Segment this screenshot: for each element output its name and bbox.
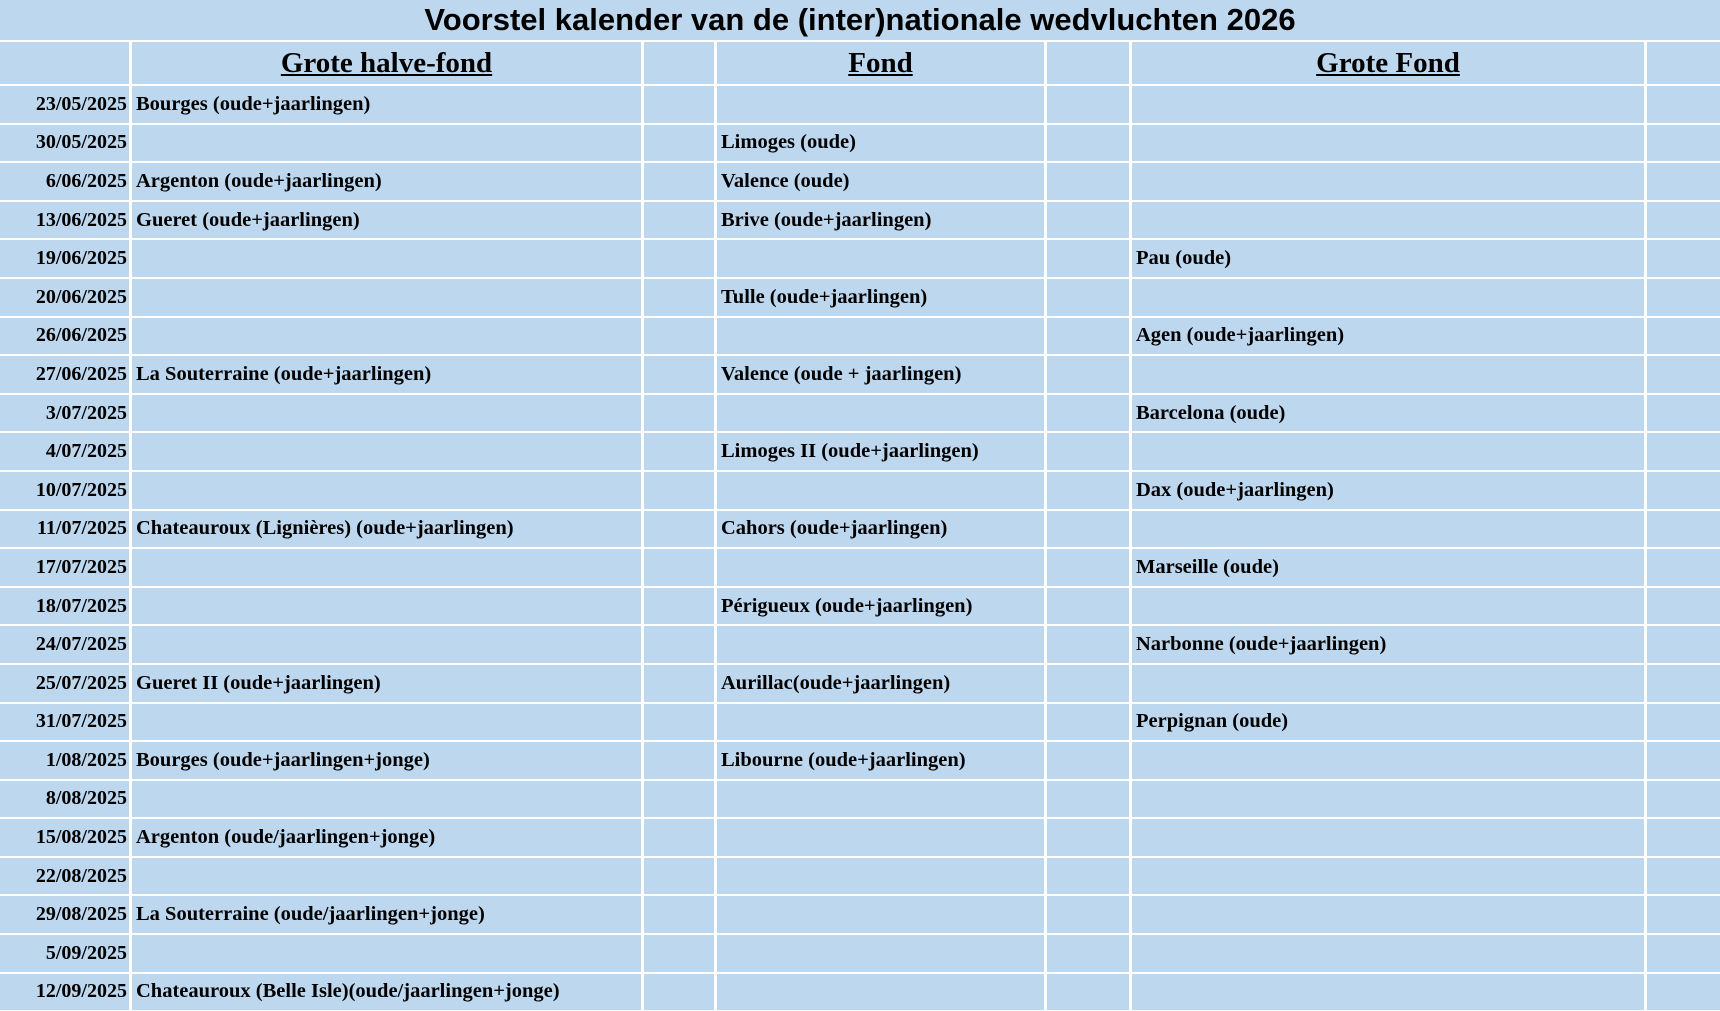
spacer-cell <box>1647 240 1720 277</box>
date-cell: 8/08/2025 <box>0 781 129 818</box>
date-cell: 25/07/2025 <box>0 665 129 702</box>
grote-halve-fond-cell <box>132 395 641 432</box>
fond-cell <box>717 472 1044 509</box>
spacer-cell <box>1647 125 1720 162</box>
grote-fond-cell: Agen (oude+jaarlingen) <box>1132 318 1644 355</box>
fond-cell <box>717 240 1044 277</box>
grote-fond-cell <box>1132 125 1644 162</box>
spacer-cell <box>644 86 714 123</box>
header-spacer <box>644 42 714 84</box>
spacer-cell <box>1647 858 1720 895</box>
spacer-cell <box>1047 858 1129 895</box>
spacer-cell <box>1647 781 1720 818</box>
spacer-cell <box>644 896 714 933</box>
race-calendar-table <box>0 42 1720 1010</box>
spacer-cell <box>1647 433 1720 470</box>
spacer-cell <box>644 781 714 818</box>
grote-fond-cell <box>1132 974 1644 1011</box>
spacer-cell <box>1647 626 1720 663</box>
spacer-cell <box>1047 240 1129 277</box>
grote-fond-cell <box>1132 202 1644 239</box>
spacer-cell <box>1647 935 1720 972</box>
grote-halve-fond-cell <box>132 472 641 509</box>
grote-halve-fond-cell <box>132 781 641 818</box>
spacer-cell <box>1047 549 1129 586</box>
grote-fond-cell: Marseille (oude) <box>1132 549 1644 586</box>
grote-halve-fond-cell: Gueret (oude+jaarlingen) <box>132 202 641 239</box>
spacer-cell <box>644 433 714 470</box>
grote-fond-cell: Perpignan (oude) <box>1132 704 1644 741</box>
grote-halve-fond-cell <box>132 626 641 663</box>
spacer-cell <box>1047 935 1129 972</box>
date-cell: 26/06/2025 <box>0 318 129 355</box>
grote-fond-cell <box>1132 588 1644 625</box>
fond-cell: Aurillac(oude+jaarlingen) <box>717 665 1044 702</box>
spacer-cell <box>644 626 714 663</box>
fond-cell <box>717 896 1044 933</box>
fond-cell: Cahors (oude+jaarlingen) <box>717 511 1044 548</box>
spacer-cell <box>644 202 714 239</box>
date-cell: 24/07/2025 <box>0 626 129 663</box>
spacer-cell <box>1047 665 1129 702</box>
spacer-cell <box>1647 742 1720 779</box>
date-cell: 31/07/2025 <box>0 704 129 741</box>
date-cell: 1/08/2025 <box>0 742 129 779</box>
date-cell: 19/06/2025 <box>0 240 129 277</box>
header-fond: Fond <box>717 42 1044 84</box>
grote-halve-fond-cell: Bourges (oude+jaarlingen) <box>132 86 641 123</box>
spacer-cell <box>1047 781 1129 818</box>
date-cell: 3/07/2025 <box>0 395 129 432</box>
fond-cell: Valence (oude + jaarlingen) <box>717 356 1044 393</box>
date-cell: 11/07/2025 <box>0 511 129 548</box>
grote-halve-fond-cell <box>132 279 641 316</box>
date-cell: 22/08/2025 <box>0 858 129 895</box>
spacer-cell <box>644 240 714 277</box>
fond-cell: Limoges (oude) <box>717 125 1044 162</box>
fond-cell <box>717 395 1044 432</box>
fond-cell: Valence (oude) <box>717 163 1044 200</box>
spacer-cell <box>644 163 714 200</box>
spacer-cell <box>644 974 714 1011</box>
spacer-cell <box>1647 395 1720 432</box>
spacer-cell <box>644 125 714 162</box>
spacer-cell <box>1047 163 1129 200</box>
grote-fond-cell <box>1132 781 1644 818</box>
fond-cell: Tulle (oude+jaarlingen) <box>717 279 1044 316</box>
spacer-cell <box>1647 472 1720 509</box>
fond-cell: Limoges II (oude+jaarlingen) <box>717 433 1044 470</box>
spacer-cell <box>1047 974 1129 1011</box>
spacer-cell <box>1047 125 1129 162</box>
date-cell: 15/08/2025 <box>0 819 129 856</box>
spacer-cell <box>1047 511 1129 548</box>
grote-halve-fond-cell <box>132 549 641 586</box>
spacer-cell <box>644 549 714 586</box>
header-spacer <box>1047 42 1129 84</box>
date-cell: 29/08/2025 <box>0 896 129 933</box>
date-cell: 30/05/2025 <box>0 125 129 162</box>
spacer-cell <box>1047 896 1129 933</box>
spacer-cell <box>1647 819 1720 856</box>
grote-fond-cell <box>1132 433 1644 470</box>
grote-halve-fond-cell <box>132 433 641 470</box>
fond-cell <box>717 935 1044 972</box>
grote-fond-cell <box>1132 279 1644 316</box>
page-title: Voorstel kalender van de (inter)nationale wedvluchten 2026 <box>0 0 1720 40</box>
spacer-cell <box>644 356 714 393</box>
header-date <box>0 42 129 84</box>
header-grote-fond: Grote Fond <box>1132 42 1644 84</box>
grote-fond-cell: Pau (oude) <box>1132 240 1644 277</box>
spacer-cell <box>1047 588 1129 625</box>
grote-halve-fond-cell: Bourges (oude+jaarlingen+jonge) <box>132 742 641 779</box>
grote-halve-fond-cell <box>132 858 641 895</box>
grote-fond-cell <box>1132 665 1644 702</box>
spacer-cell <box>1047 356 1129 393</box>
grote-fond-cell <box>1132 86 1644 123</box>
spacer-cell <box>1647 86 1720 123</box>
spacer-cell <box>1647 665 1720 702</box>
grote-fond-cell <box>1132 356 1644 393</box>
date-cell: 20/06/2025 <box>0 279 129 316</box>
fond-cell: Périgueux (oude+jaarlingen) <box>717 588 1044 625</box>
grote-fond-cell <box>1132 896 1644 933</box>
spacer-cell <box>1047 819 1129 856</box>
spacer-cell <box>644 665 714 702</box>
spacer-cell <box>1647 511 1720 548</box>
fond-cell: Brive (oude+jaarlingen) <box>717 202 1044 239</box>
spacer-cell <box>1047 626 1129 663</box>
spacer-cell <box>644 742 714 779</box>
spacer-cell <box>1047 472 1129 509</box>
spacer-cell <box>1647 896 1720 933</box>
spacer-cell <box>644 279 714 316</box>
spacer-cell <box>1647 279 1720 316</box>
spacer-cell <box>1647 202 1720 239</box>
date-cell: 5/09/2025 <box>0 935 129 972</box>
grote-fond-cell <box>1132 858 1644 895</box>
spacer-cell <box>1047 318 1129 355</box>
spacer-cell <box>644 511 714 548</box>
date-cell: 18/07/2025 <box>0 588 129 625</box>
spacer-cell <box>1647 549 1720 586</box>
fond-cell: Libourne (oude+jaarlingen) <box>717 742 1044 779</box>
spacer-cell <box>1047 86 1129 123</box>
fond-cell <box>717 549 1044 586</box>
spacer-cell <box>1047 742 1129 779</box>
grote-fond-cell <box>1132 819 1644 856</box>
header-grote-halve-fond: Grote halve-fond <box>132 42 641 84</box>
date-cell: 27/06/2025 <box>0 356 129 393</box>
date-cell: 13/06/2025 <box>0 202 129 239</box>
grote-fond-cell: Narbonne (oude+jaarlingen) <box>1132 626 1644 663</box>
fond-cell <box>717 318 1044 355</box>
grote-halve-fond-cell: Argenton (oude+jaarlingen) <box>132 163 641 200</box>
grote-fond-cell <box>1132 935 1644 972</box>
spacer-cell <box>644 395 714 432</box>
grote-halve-fond-cell <box>132 318 641 355</box>
grote-fond-cell: Barcelona (oude) <box>1132 395 1644 432</box>
spacer-cell <box>644 704 714 741</box>
fond-cell <box>717 626 1044 663</box>
spacer-cell <box>644 472 714 509</box>
grote-halve-fond-cell <box>132 125 641 162</box>
grote-halve-fond-cell: Gueret II (oude+jaarlingen) <box>132 665 641 702</box>
grote-halve-fond-cell <box>132 588 641 625</box>
spacer-cell <box>1047 704 1129 741</box>
spacer-cell <box>644 935 714 972</box>
fond-cell <box>717 858 1044 895</box>
grote-fond-cell <box>1132 742 1644 779</box>
spacer-cell <box>1047 202 1129 239</box>
date-cell: 12/09/2025 <box>0 974 129 1011</box>
fond-cell <box>717 974 1044 1011</box>
grote-halve-fond-cell <box>132 704 641 741</box>
spacer-cell <box>644 588 714 625</box>
date-cell: 4/07/2025 <box>0 433 129 470</box>
spacer-cell <box>1047 395 1129 432</box>
grote-halve-fond-cell <box>132 240 641 277</box>
grote-halve-fond-cell: Chateauroux (Belle Isle)(oude/jaarlingen+jonge) <box>132 974 641 1011</box>
spacer-cell <box>644 819 714 856</box>
spacer-cell <box>1647 356 1720 393</box>
spacer-cell <box>1047 433 1129 470</box>
fond-cell <box>717 781 1044 818</box>
grote-fond-cell <box>1132 511 1644 548</box>
spacer-cell <box>1647 588 1720 625</box>
spacer-cell <box>1647 704 1720 741</box>
spacer-cell <box>644 318 714 355</box>
grote-fond-cell: Dax (oude+jaarlingen) <box>1132 472 1644 509</box>
date-cell: 6/06/2025 <box>0 163 129 200</box>
spacer-cell <box>1647 163 1720 200</box>
grote-halve-fond-cell: Chateauroux (Lignières) (oude+jaarlingen) <box>132 511 641 548</box>
grote-halve-fond-cell: Argenton (oude/jaarlingen+jonge) <box>132 819 641 856</box>
fond-cell <box>717 704 1044 741</box>
header-spacer <box>1647 42 1720 84</box>
date-cell: 17/07/2025 <box>0 549 129 586</box>
fond-cell <box>717 819 1044 856</box>
grote-halve-fond-cell: La Souterraine (oude/jaarlingen+jonge) <box>132 896 641 933</box>
spacer-cell <box>644 858 714 895</box>
fond-cell <box>717 86 1044 123</box>
grote-halve-fond-cell: La Souterraine (oude+jaarlingen) <box>132 356 641 393</box>
grote-halve-fond-cell <box>132 935 641 972</box>
grote-fond-cell <box>1132 163 1644 200</box>
spacer-cell <box>1647 318 1720 355</box>
date-cell: 10/07/2025 <box>0 472 129 509</box>
spacer-cell <box>1647 974 1720 1011</box>
date-cell: 23/05/2025 <box>0 86 129 123</box>
spacer-cell <box>1047 279 1129 316</box>
